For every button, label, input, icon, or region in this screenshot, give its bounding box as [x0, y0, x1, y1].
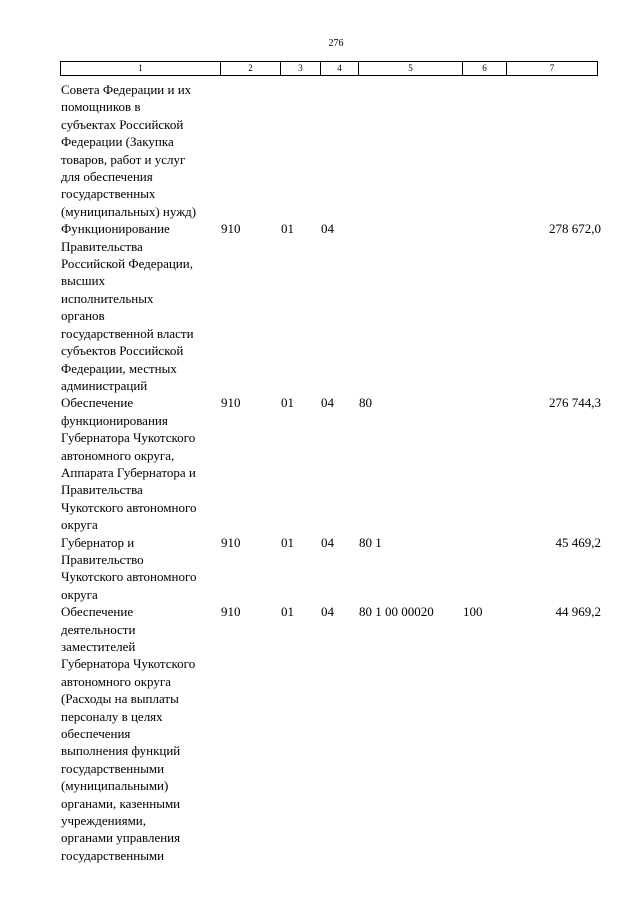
row-name-line: автономного округа — [61, 673, 171, 689]
row-name-line: Совета Федерации и их — [61, 82, 192, 97]
row-section: 01 — [281, 604, 294, 620]
row-name-line: Правительства — [61, 482, 143, 498]
column-header-2: 2 — [221, 62, 281, 76]
row-section: 01 — [281, 221, 294, 237]
row-subsection: 04 — [321, 604, 334, 620]
row-subsection: 04 — [321, 221, 334, 237]
row-name — [61, 534, 221, 604]
row-name-line: Чукотского автономного — [61, 499, 197, 515]
row-name-line: Обеспечение — [61, 604, 134, 620]
row-target — [359, 220, 463, 394]
row-name-line: государственной власти — [61, 325, 194, 341]
budget-table-body — [61, 81, 601, 864]
row-name — [61, 220, 221, 394]
row-target: 80 — [359, 395, 372, 411]
row-name-line: субъектах Российской — [61, 116, 184, 132]
table-row — [61, 394, 601, 533]
row-name-line: учреждениями, — [61, 813, 147, 829]
row-name — [61, 81, 221, 220]
row-name-line: органами управления — [61, 830, 181, 846]
row-expense-type — [463, 220, 507, 394]
column-header-1: 1 — [61, 62, 221, 76]
row-name-line: заместителей — [61, 639, 136, 654]
row-target — [359, 81, 463, 220]
row-section — [281, 81, 321, 220]
row-name-line: автономного округа, — [61, 447, 175, 463]
row-name-line: органов — [61, 308, 105, 324]
row-name-line: исполнительных — [61, 290, 154, 306]
row-ministry: 910 — [221, 395, 241, 411]
row-amount: 278 672,0 — [549, 221, 601, 237]
row-name-line: Обеспечение — [61, 395, 134, 411]
column-header-6: 6 — [463, 62, 507, 76]
row-name-line: помощников в — [61, 99, 141, 115]
table-row — [61, 81, 601, 220]
row-name-line: Функционирование — [61, 221, 170, 237]
row-name-line: Губернатор и — [61, 534, 135, 550]
row-subsection: 04 — [321, 534, 334, 550]
row-name-line: администраций — [61, 377, 148, 393]
row-amount: 45 469,2 — [555, 534, 601, 550]
row-name-line: государственными — [61, 847, 165, 863]
row-name-line: для обеспечения — [61, 169, 153, 185]
column-header-table — [60, 61, 598, 76]
row-amount: 276 744,3 — [549, 395, 601, 411]
row-name-line: Правительства — [61, 238, 143, 254]
row-name-line: деятельности — [61, 621, 136, 637]
row-name-line: Федерации, местных — [61, 360, 177, 376]
row-name-line: Губернатора Чукотского — [61, 430, 196, 446]
column-header-row — [61, 62, 598, 76]
row-amount: 44 969,2 — [555, 604, 601, 620]
row-name-line: Губернатора Чукотского — [61, 656, 196, 672]
page-number: 276 — [328, 38, 344, 49]
row-ministry: 910 — [221, 534, 241, 550]
row-name-line: государственных — [61, 186, 156, 202]
row-name — [61, 394, 221, 533]
row-ministry: 910 — [221, 604, 241, 620]
row-expense-type — [463, 534, 507, 604]
row-name-line: персоналу в целях — [61, 708, 163, 724]
row-subsection — [321, 81, 359, 220]
row-section: 01 — [281, 534, 294, 550]
row-name-line: (Расходы на выплаты — [61, 691, 179, 707]
row-name-line: Чукотского автономного — [61, 569, 197, 585]
row-name-line: товаров, работ и услуг — [61, 151, 186, 167]
column-header-4: 4 — [321, 62, 359, 76]
table-row — [61, 534, 601, 604]
row-name-line: функционирования — [61, 412, 168, 428]
row-subsection: 04 — [321, 395, 334, 411]
row-name-line: округа — [61, 586, 98, 602]
row-ministry: 910 — [221, 221, 241, 237]
table-row — [61, 603, 601, 864]
row-name-line: (муниципальными) — [61, 778, 169, 794]
column-header-5: 5 — [359, 62, 463, 76]
row-name-line: обеспечения — [61, 726, 131, 742]
row-section: 01 — [281, 395, 294, 411]
table-row — [61, 220, 601, 394]
row-name-line: Аппарата Губернатора и — [61, 464, 196, 480]
row-target: 80 1 00 00020 — [359, 604, 434, 620]
column-header-3: 3 — [281, 62, 321, 76]
row-name-line: Правительство — [61, 551, 144, 567]
row-name-line: Федерации (Закупка — [61, 134, 174, 150]
row-name-line: Российской Федерации, — [61, 256, 193, 272]
row-name-line: округа — [61, 517, 98, 533]
row-name-line: высших — [61, 273, 106, 289]
row-expense-type — [463, 81, 507, 220]
row-expense-type — [463, 394, 507, 533]
row-name-line: субъектов Российской — [61, 343, 184, 359]
row-name — [61, 603, 221, 864]
row-ministry — [221, 81, 281, 220]
row-amount — [507, 81, 601, 220]
row-target: 80 1 — [359, 534, 382, 550]
budget-table — [61, 81, 601, 864]
row-name-line: органами, казенными — [61, 795, 181, 811]
column-header-7: 7 — [507, 62, 598, 76]
row-name-line: (муниципальных) нужд) — [61, 203, 197, 219]
row-expense-type: 100 — [463, 604, 483, 620]
row-name-line: выполнения функций — [61, 743, 181, 759]
row-name-line: государственными — [61, 760, 165, 776]
